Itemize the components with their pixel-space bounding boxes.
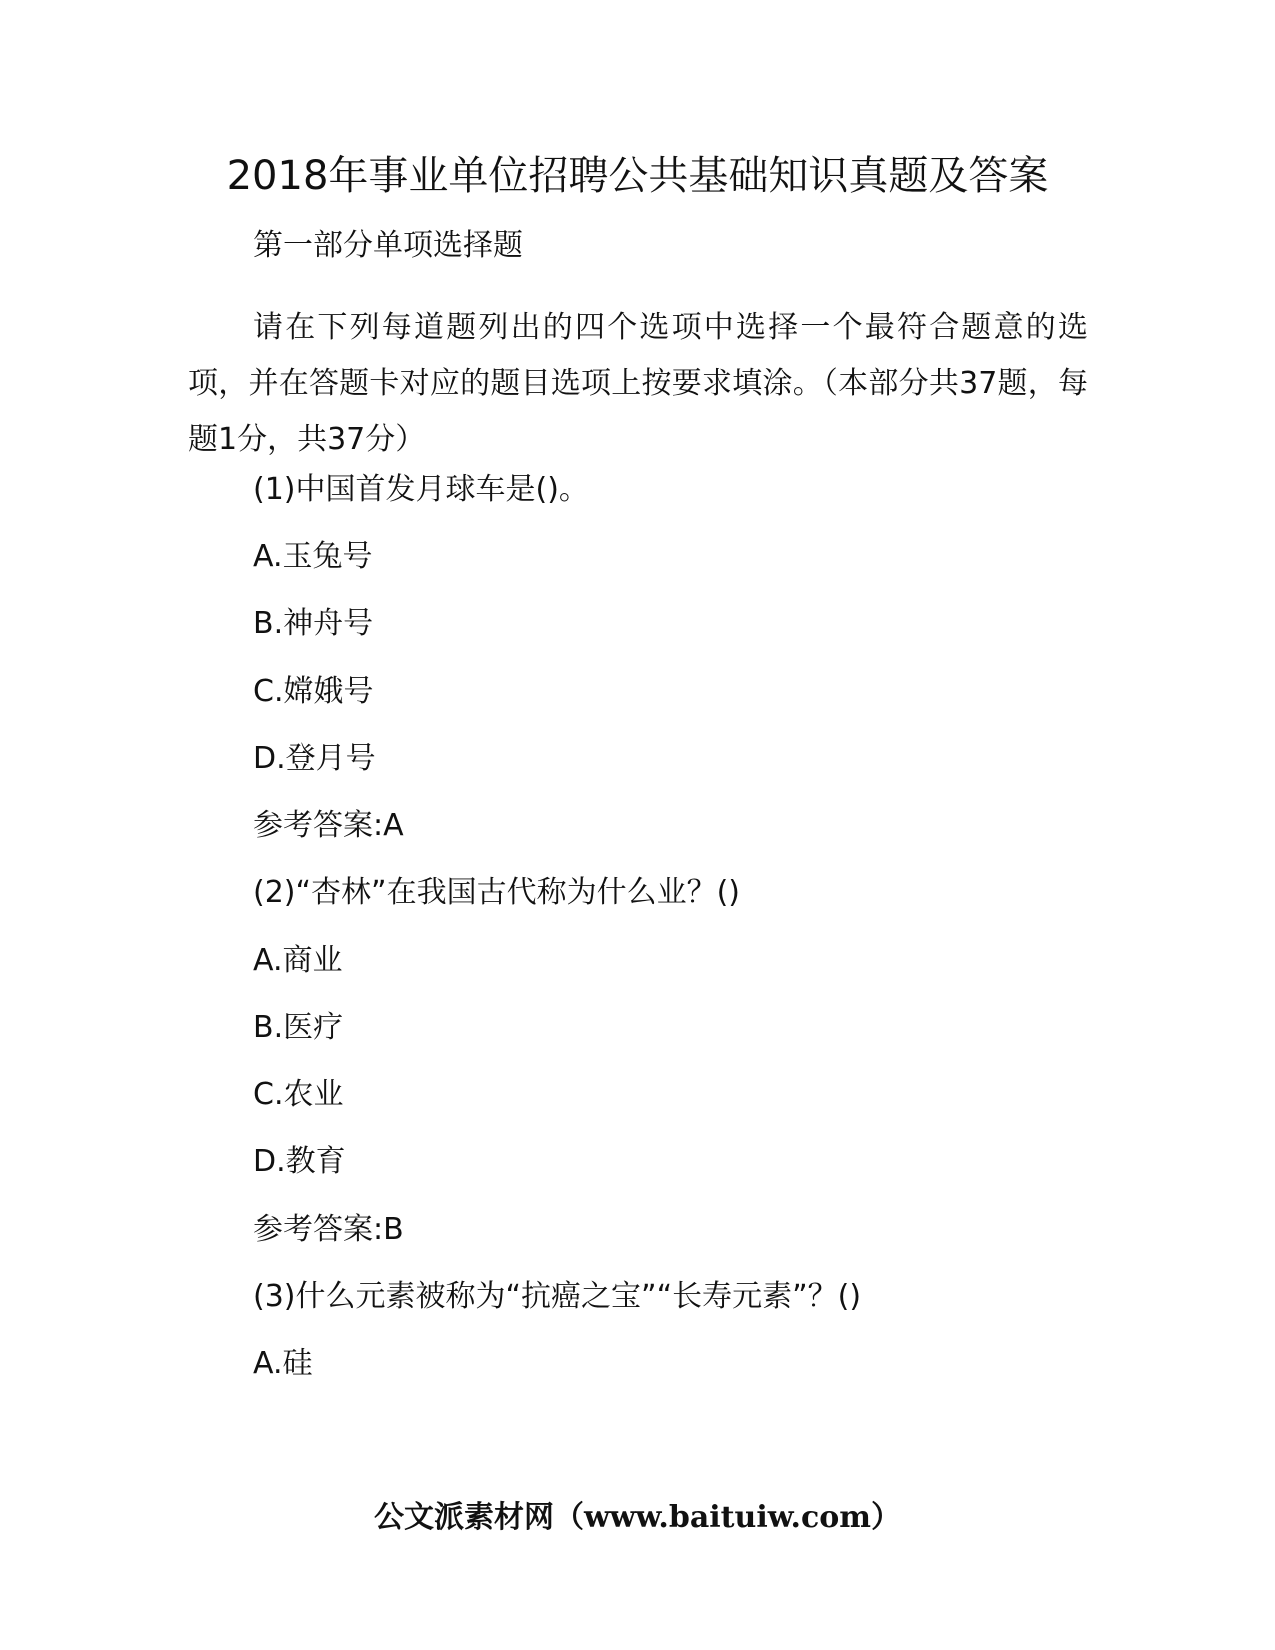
question-2-option-a: A.商业 xyxy=(253,943,343,978)
section-heading: 第一部分单项选择题 xyxy=(253,228,523,263)
question-2-option-b: B.医疗 xyxy=(253,1010,344,1045)
question-2-option-d: D.教育 xyxy=(253,1144,346,1179)
question-1-answer: 参考答案:A xyxy=(253,808,404,843)
footer-source: 公文派素材网（www.baituiw.com） xyxy=(373,1500,902,1535)
question-3-option-a: A.硅 xyxy=(253,1346,313,1381)
question-2-option-c: C.农业 xyxy=(253,1077,344,1112)
question-1-option-d: D.登月号 xyxy=(253,741,376,776)
instructions-paragraph: 请在下列每道题列出的四个选项中选择一个最符合题意的选项，并在答题卡对应的题目选项上按要求填涂。（本部分共37题，每题1分，共37分） xyxy=(188,310,1088,457)
question-1-option-b: B.神舟号 xyxy=(253,606,374,641)
question-2-answer: 参考答案:B xyxy=(253,1212,404,1247)
question-2-text: (2)“杏林”在我国古代称为什么业？() xyxy=(253,875,740,910)
document-title: 2018年事业单位招聘公共基础知识真题及答案 xyxy=(226,153,1049,199)
question-1-text: (1)中国首发月球车是()。 xyxy=(253,472,589,507)
question-3-text: (3)什么元素被称为“抗癌之宝”“长寿元素”？() xyxy=(253,1279,862,1314)
question-1-option-a: A.玉兔号 xyxy=(253,539,373,574)
question-1-option-c: C.嫦娥号 xyxy=(253,674,374,709)
